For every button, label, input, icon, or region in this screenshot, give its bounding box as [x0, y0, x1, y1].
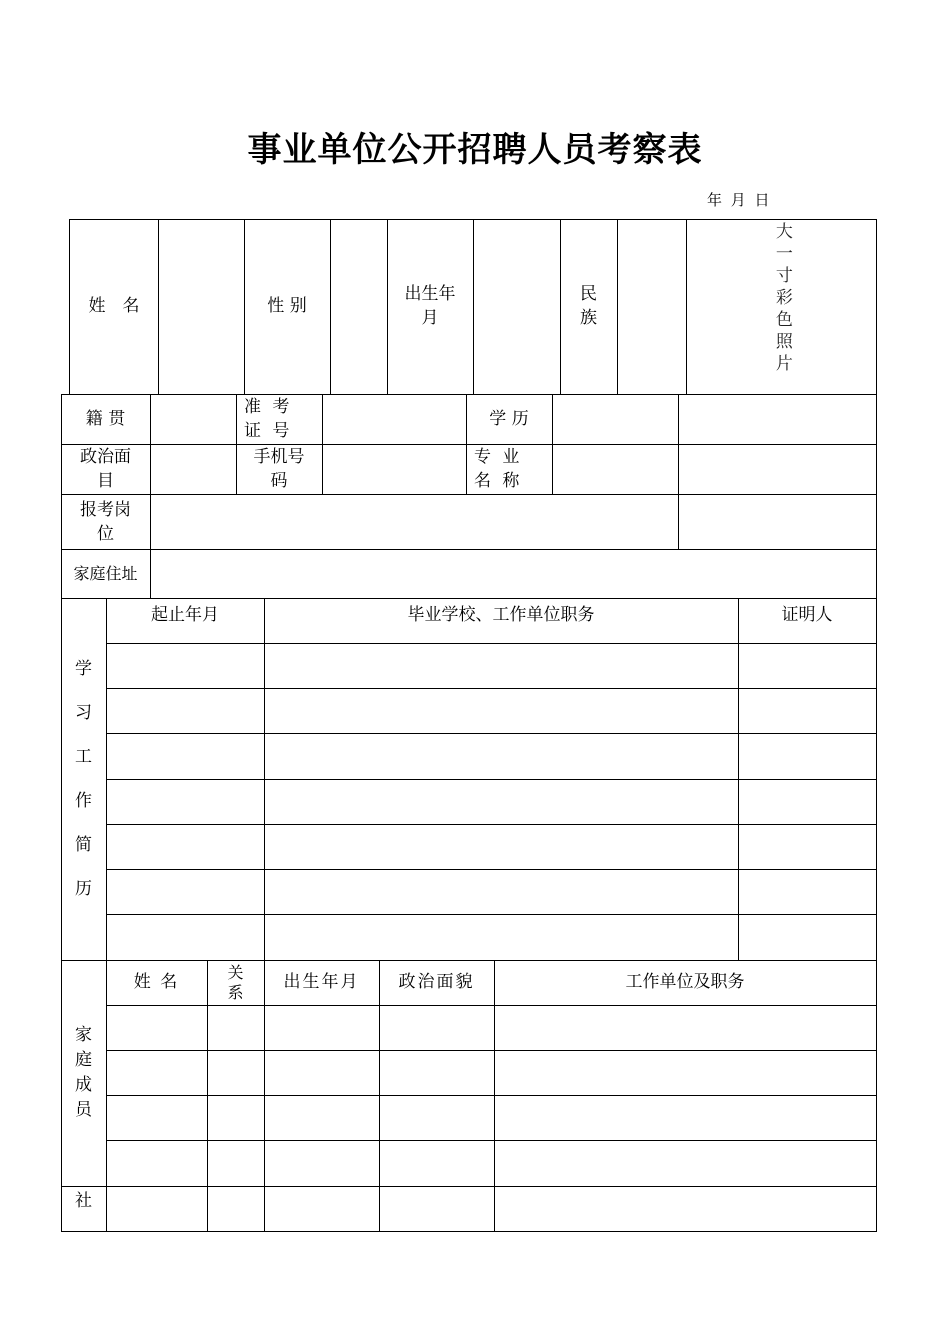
resume-field-referee[interactable]: [738, 688, 876, 733]
family-field-political[interactable]: [379, 1140, 494, 1185]
table-rule: [876, 219, 877, 395]
ethnicity-field[interactable]: [617, 220, 686, 394]
political-field[interactable]: [150, 445, 236, 495]
resume-field-period[interactable]: [106, 733, 264, 779]
resume-field-school-unit[interactable]: [264, 824, 738, 869]
resume-field-school-unit[interactable]: [264, 779, 738, 824]
family-field-name[interactable]: [106, 1050, 207, 1095]
family-field-unit-duty[interactable]: [494, 1005, 876, 1050]
family-field-birth[interactable]: [264, 1095, 379, 1140]
resume-field-period[interactable]: [106, 824, 264, 869]
resume-field-school-unit[interactable]: [264, 869, 738, 914]
address-field[interactable]: [150, 550, 876, 598]
family-field-unit-duty[interactable]: [494, 1050, 876, 1095]
family-section-text: 家庭成员: [75, 1025, 92, 1120]
resume-field-period[interactable]: [106, 779, 264, 824]
social-field-unit-duty[interactable]: [494, 1186, 876, 1231]
political-label: 政治面目: [80, 447, 131, 491]
family-section-label: [61, 960, 106, 1186]
gender-field[interactable]: [330, 220, 387, 394]
name-field[interactable]: [158, 220, 244, 394]
table-rule: [678, 494, 679, 550]
resume-section-label: [61, 598, 106, 960]
family-col-birth: 出生年月: [283, 971, 360, 992]
resume-field-school-unit[interactable]: [264, 733, 738, 779]
birth-field[interactable]: [473, 220, 560, 394]
phone-label: 手机号码: [253, 447, 305, 491]
table-rule: [678, 394, 679, 495]
date-line: 年 月 日: [707, 191, 772, 209]
resume-field-referee[interactable]: [738, 824, 876, 869]
social-section-label: 社: [75, 1191, 92, 1211]
social-field-political[interactable]: [379, 1186, 494, 1231]
social-field-birth[interactable]: [264, 1186, 379, 1231]
family-field-name[interactable]: [106, 1095, 207, 1140]
resume-field-referee[interactable]: [738, 733, 876, 779]
social-field-relation[interactable]: [207, 1186, 264, 1231]
resume-field-referee[interactable]: [738, 869, 876, 914]
family-field-political[interactable]: [379, 1005, 494, 1050]
resume-field-school-unit[interactable]: [264, 688, 738, 733]
resume-field-school-unit[interactable]: [264, 643, 738, 688]
family-field-birth[interactable]: [264, 1005, 379, 1050]
education-field[interactable]: [552, 395, 678, 445]
family-field-birth[interactable]: [264, 1050, 379, 1095]
table-rule: [876, 394, 877, 1232]
resume-field-period[interactable]: [106, 914, 264, 960]
position-label: 报考岗位: [80, 499, 131, 544]
address-label: 家庭住址: [73, 563, 138, 583]
resume-col-school-unit: 毕业学校、工作单位职务: [407, 605, 595, 625]
resume-field-referee[interactable]: [738, 779, 876, 824]
photo-placeholder[interactable]: [686, 220, 876, 394]
table-rule: [61, 1231, 877, 1232]
family-field-political[interactable]: [379, 1050, 494, 1095]
family-field-relation[interactable]: [207, 1095, 264, 1140]
family-field-unit-duty[interactable]: [494, 1095, 876, 1140]
family-col-political: 政治面貌: [398, 971, 475, 992]
resume-col-period: 起止年月: [151, 605, 219, 625]
family-col-relation: 关系: [227, 963, 244, 1002]
social-field-name[interactable]: [106, 1186, 207, 1231]
form-title: 事业单位公开招聘人员考察表: [247, 130, 703, 170]
resume-field-period[interactable]: [106, 869, 264, 914]
education-label: 学 历: [489, 409, 529, 430]
major-field[interactable]: [552, 445, 678, 495]
native-place-field[interactable]: [150, 395, 236, 445]
family-field-relation[interactable]: [207, 1050, 264, 1095]
exam-id-label: 准 考 证 号: [244, 397, 293, 441]
gender-label: 性 别: [267, 296, 307, 317]
birth-label: 出生年月: [404, 284, 456, 328]
family-field-name[interactable]: [106, 1140, 207, 1185]
name-label: 姓 名: [88, 296, 140, 317]
position-field[interactable]: [150, 495, 678, 550]
resume-field-school-unit[interactable]: [264, 914, 738, 960]
resume-field-period[interactable]: [106, 643, 264, 688]
native-place-label: 籍 贯: [85, 409, 126, 430]
resume-field-referee[interactable]: [738, 914, 876, 960]
family-field-name[interactable]: [106, 1005, 207, 1050]
phone-field[interactable]: [322, 445, 466, 495]
family-field-relation[interactable]: [207, 1140, 264, 1185]
major-label: 专 业 名 称: [474, 447, 523, 491]
resume-col-referee: 证明人: [781, 605, 833, 625]
resume-field-period[interactable]: [106, 688, 264, 733]
ethnicity-label: 民族: [580, 284, 597, 328]
family-field-unit-duty[interactable]: [494, 1140, 876, 1185]
family-col-unit-duty: 工作单位及职务: [625, 971, 745, 992]
resume-section-text: 学习工作简历: [75, 659, 92, 899]
family-col-name: 姓 名: [133, 971, 180, 992]
resume-field-referee[interactable]: [738, 643, 876, 688]
photo-label: 大一寸彩色照片: [771, 222, 792, 376]
family-field-political[interactable]: [379, 1095, 494, 1140]
family-field-birth[interactable]: [264, 1140, 379, 1185]
exam-id-field[interactable]: [322, 395, 466, 445]
family-field-relation[interactable]: [207, 1005, 264, 1050]
